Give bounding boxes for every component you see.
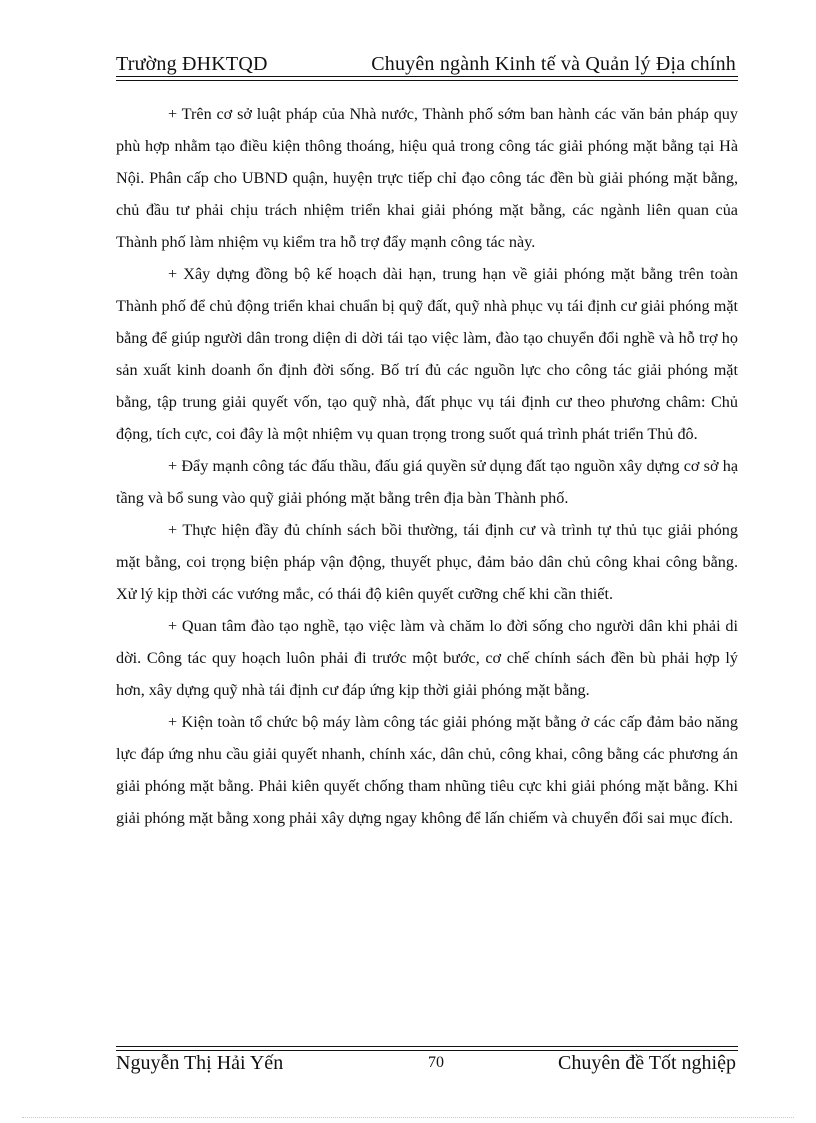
footer-doc-type: Chuyên đề Tốt nghiệp [558, 1052, 736, 1074]
paragraph: + Trên cơ sở luật pháp của Nhà nước, Thành phố sớm ban hành các văn bản pháp quy phù hợp nhằm tạo điều kiện thông thoáng, hiệu quả trong công tác giải phóng mặt bằng tại Hà Nội. Phân cấp cho UBND quận, huyện trực tiếp chỉ đạo công tác đền bù giải phóng mặt bằng, chủ đầu tư phải chịu trách nhiệm triển khai giải phóng mặt bằng, các ngành liên quan của Thành phố làm nhiệm vụ kiểm tra hỗ trợ đẩy mạnh công tác này. [116, 105, 738, 251]
paragraph: + Thực hiện đầy đủ chính sách bồi thường, tái định cư và trình tự thủ tục giải phóng mặt bằng, coi trọng biện pháp vận động, thuyết phục, đảm bảo dân chủ công khai công bằng. Xử lý kịp thời các vướng mắc, có thái độ kiên quyết cưỡng chế khi cần thiết. [116, 521, 738, 603]
paragraph: + Xây dựng đồng bộ kế hoạch dài hạn, trung hạn về giải phóng mặt bằng trên toàn Thành phố để chủ động triển khai chuẩn bị quỹ đất, quỹ nhà phục vụ tái định cư giải phóng mặt bằng để giúp người dân trong diện di dời tái tạo việc làm, đào tạo chuyển đổi nghề và hỗ trợ họ sản xuất kinh doanh ổn định đời sống. Bố trí đủ các nguồn lực cho công tác giải phóng mặt bằng, tập trung giải quyết vốn, tạo quỹ nhà, đất phục vụ tái định cư theo phương châm: Chủ động, tích cực, coi đây là một nhiệm vụ quan trọng trong suốt quá trình phát triển Thủ đô. [116, 265, 738, 443]
paragraph: + Đẩy mạnh công tác đấu thầu, đấu giá quyền sử dụng đất tạo nguồn xây dựng cơ sở hạ tầng và bổ sung vào quỹ giải phóng mặt bằng trên địa bàn Thành phố. [116, 457, 738, 507]
header-major: Chuyên ngành Kinh tế và Quản lý Địa chính [371, 53, 736, 75]
header-school: Trường ĐHKTQD [116, 53, 268, 75]
paragraph: + Quan tâm đào tạo nghề, tạo việc làm và chăm lo đời sống cho người dân khi phải di dời. Công tác quy hoạch luôn phải đi trước một bước, cơ chế chính sách đền bù phải hợp lý hơn, xây dựng quỹ nhà tái định cư đáp ứng kịp thời giải phóng mặt bằng. [116, 617, 738, 699]
page-header [116, 46, 736, 76]
header-divider-secondary [116, 80, 738, 81]
body-content [116, 98, 738, 834]
page-bottom-border [22, 1117, 794, 1118]
footer-divider-secondary [116, 1050, 738, 1051]
page-footer [116, 1052, 736, 1076]
header-divider [116, 76, 738, 77]
footer-divider [116, 1046, 738, 1047]
paragraph: + Kiện toàn tổ chức bộ máy làm công tác giải phóng mặt bằng ở các cấp đảm bảo năng lực đáp ứng nhu cầu giải quyết nhanh, chính xác, dân chủ, công khai, công bằng các phương án giải phóng mặt bằng. Phải kiên quyết chống tham nhũng tiêu cực khi giải phóng mặt bằng. Khi giải phóng mặt bằng xong phải xây dựng ngay không để lấn chiếm và chuyển đổi sai mục đích. [116, 713, 738, 827]
page-number: 70 [428, 1054, 444, 1071]
footer-author: Nguyễn Thị Hải Yến [116, 1052, 284, 1074]
